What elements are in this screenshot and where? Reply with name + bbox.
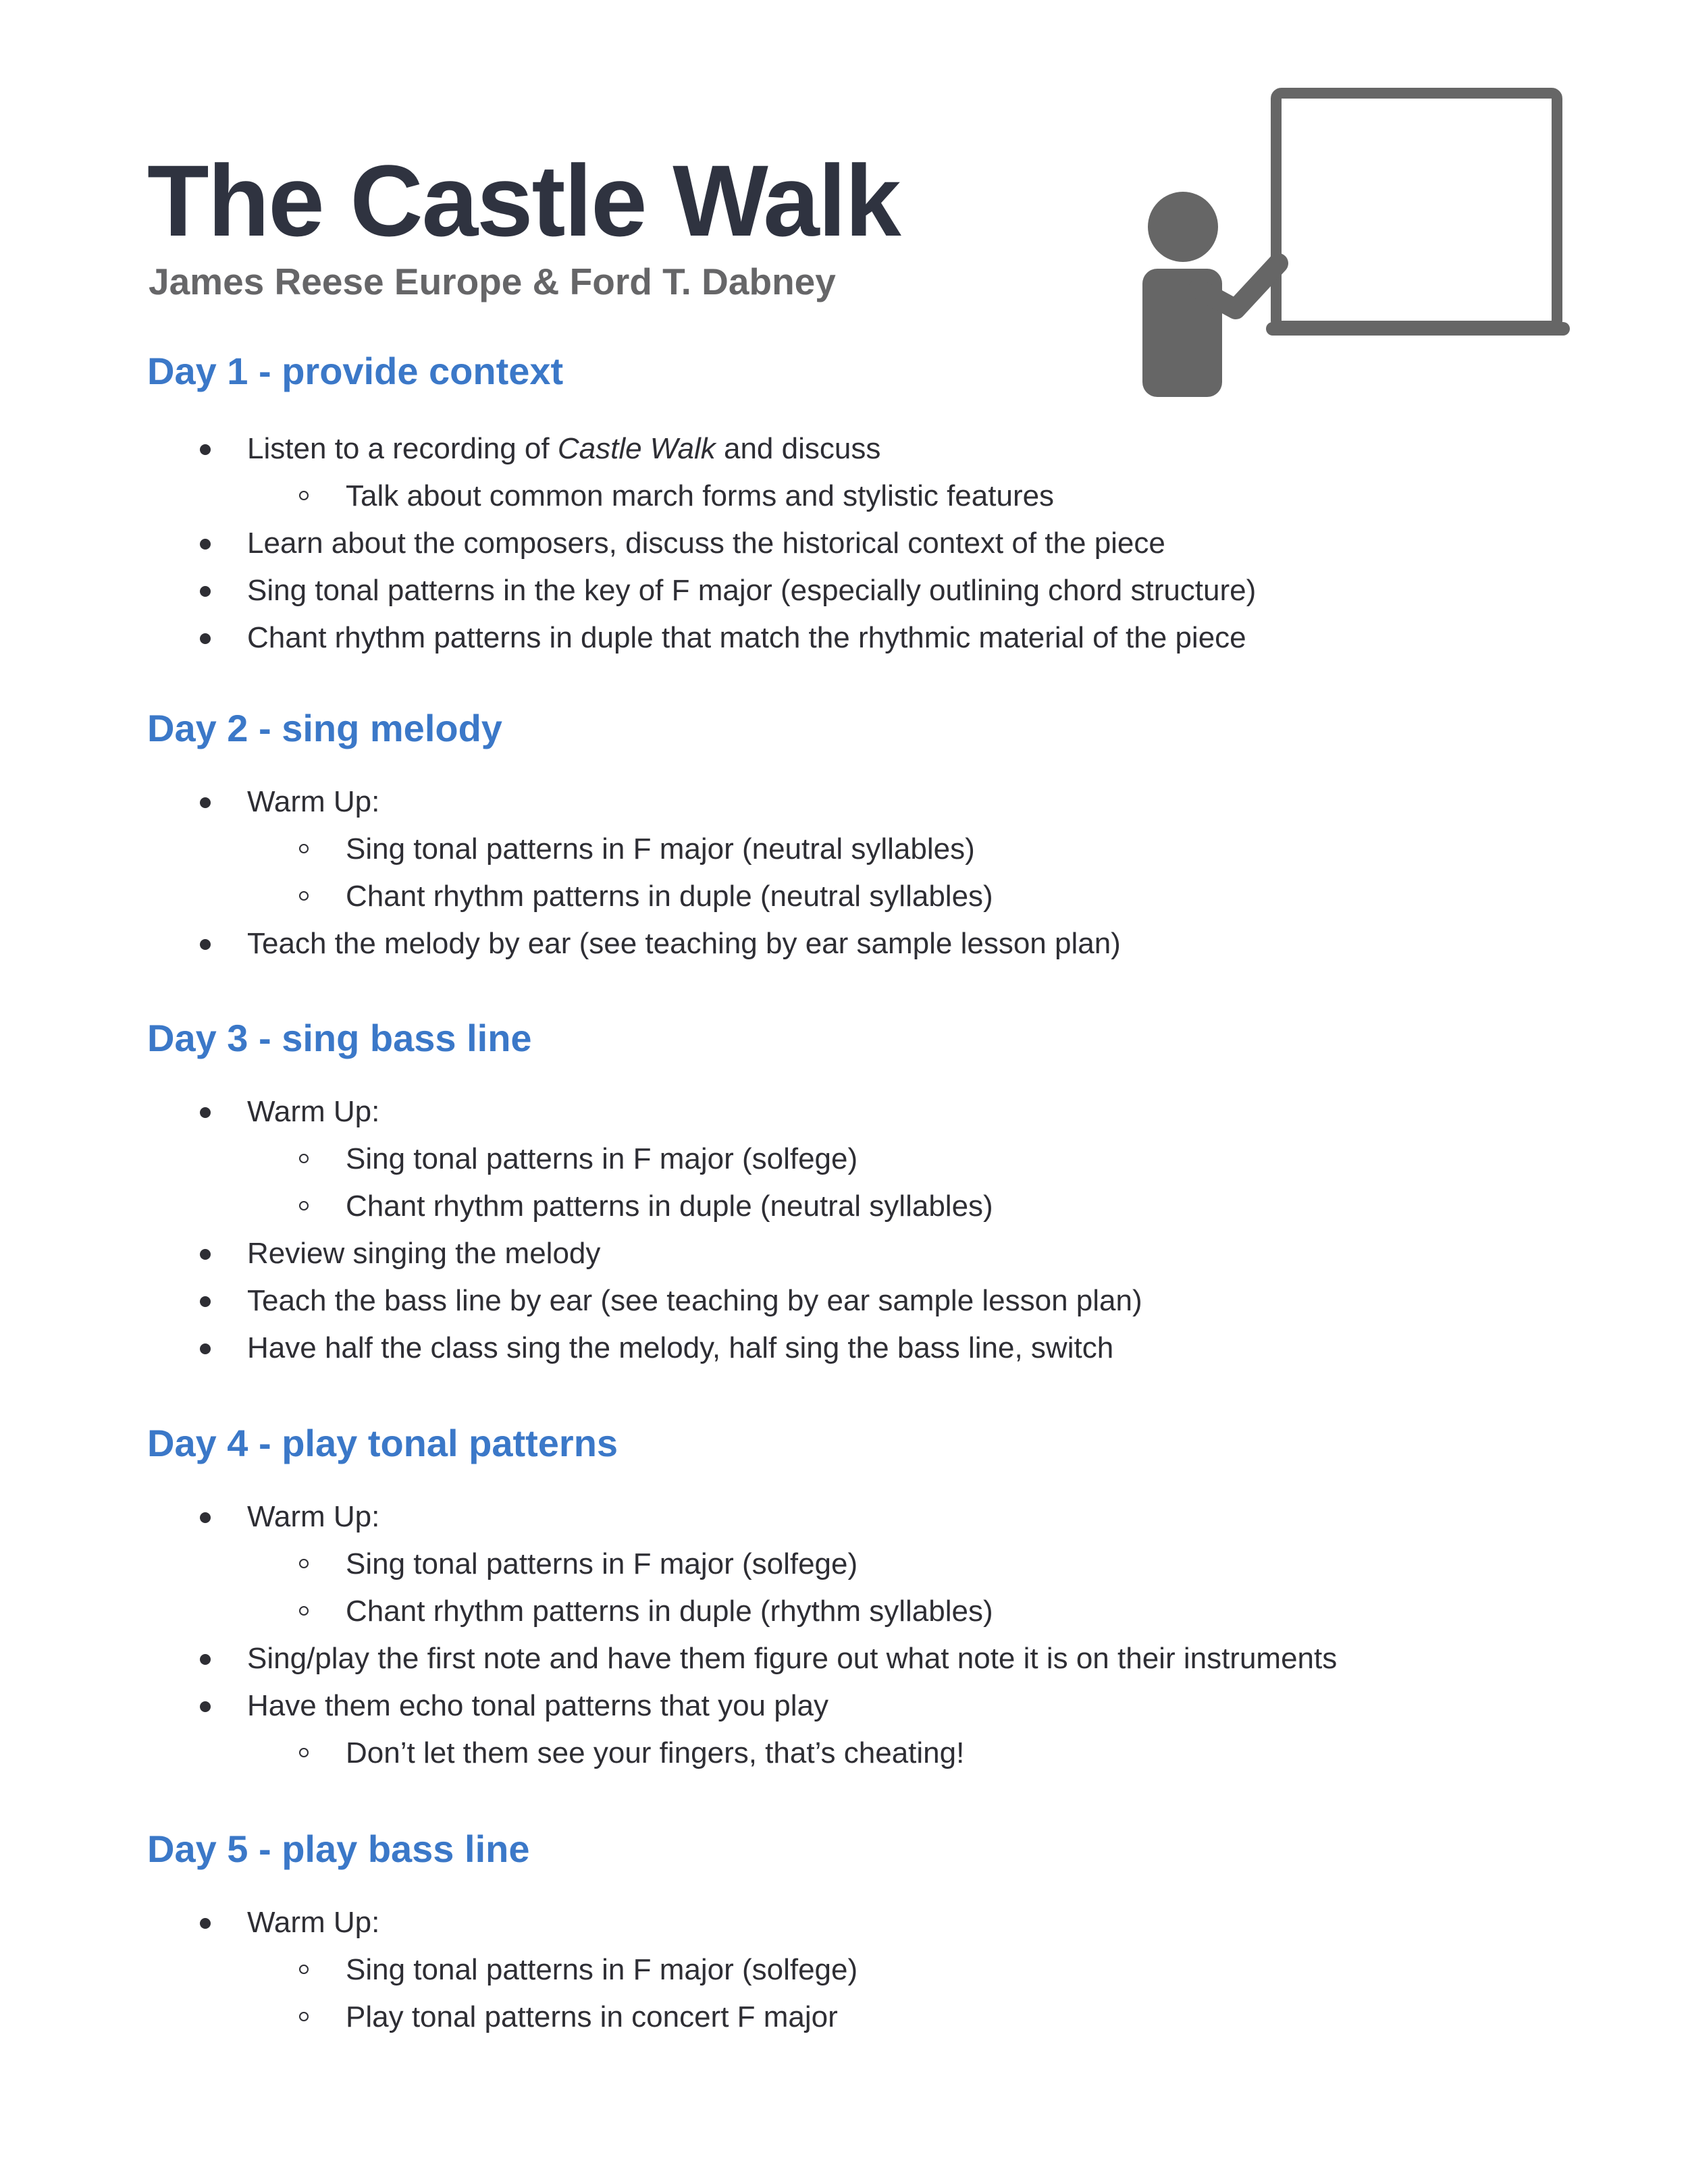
bullet-disc-icon: [200, 1654, 211, 1665]
bullet-circle-icon: [299, 1606, 309, 1616]
sub-list-item: [346, 1183, 1142, 1230]
list-item: [147, 1088, 1142, 1230]
sub-list-item-text: Don’t let them see your fingers, that’s cheating!: [346, 1736, 965, 1769]
day-3-section: [147, 1019, 1142, 1372]
list-item: [147, 1230, 1142, 1277]
bullet-disc-icon: [200, 1343, 211, 1354]
list-item: [147, 1277, 1142, 1325]
list-item: [147, 1635, 1337, 1682]
bullet-disc-icon: [200, 633, 211, 644]
sub-list-item-text: Talk about common march forms and stylistic features: [346, 479, 1055, 512]
list-item-text-emphasis: Castle Walk: [557, 432, 716, 465]
bullet-circle-icon: [299, 1559, 309, 1568]
bullet-disc-icon: [200, 444, 211, 455]
sub-list: [247, 826, 1121, 920]
whiteboard-tray: [1266, 322, 1570, 336]
list-item-text: Teach the melody by ear (see teaching by ear sample lesson plan): [247, 927, 1121, 960]
day-3-list: [147, 1088, 1142, 1372]
bullet-circle-icon: [299, 1748, 309, 1757]
day-4-list: [147, 1493, 1337, 1777]
sub-list: [247, 1541, 1337, 1635]
bullet-circle-icon: [299, 1154, 309, 1163]
sub-list-item: [346, 1730, 1337, 1777]
sub-list-item: [346, 473, 1256, 520]
list-item: [147, 1899, 858, 2041]
list-item-text: Warm Up:: [247, 785, 380, 818]
list-item-text: Warm Up:: [247, 1500, 380, 1533]
list-item: [147, 425, 1256, 520]
list-item: [147, 1682, 1337, 1777]
bullet-disc-icon: [200, 939, 211, 950]
list-item-text: Sing/play the first note and have them figure out what note it is on their instruments: [247, 1642, 1338, 1675]
sub-list-item-text: Sing tonal patterns in F major (solfege): [346, 1953, 858, 1986]
bullet-disc-icon: [200, 1512, 211, 1523]
bullet-disc-icon: [200, 797, 211, 808]
day-5-section: [147, 1830, 858, 2041]
day-1-list: [147, 425, 1256, 662]
day-3-heading: Day 3 - sing bass line: [147, 1017, 532, 1059]
sub-list: [247, 473, 1256, 520]
list-item: [147, 1493, 1337, 1635]
list-item-text: Warm Up:: [247, 1906, 380, 1939]
sub-list-item: [346, 1541, 1337, 1588]
bullet-circle-icon: [299, 891, 309, 901]
list-item-text: Chant rhythm patterns in duple that match the rhythmic material of the piece: [247, 621, 1246, 654]
sub-list: [247, 1946, 858, 2041]
list-item: [147, 520, 1256, 567]
list-item-text: Teach the bass line by ear (see teaching by ear sample lesson plan): [247, 1284, 1142, 1317]
bullet-disc-icon: [200, 1918, 211, 1929]
sub-list-item: [346, 873, 1121, 920]
list-item-text: Have half the class sing the melody, half sing the bass line, switch: [247, 1331, 1114, 1364]
bullet-disc-icon: [200, 1249, 211, 1260]
sub-list-item-text: Sing tonal patterns in F major (solfege): [346, 1547, 858, 1580]
bullet-disc-icon: [200, 1296, 211, 1307]
bullet-disc-icon: [200, 539, 211, 550]
list-item-text: Learn about the composers, discuss the historical context of the piece: [247, 527, 1165, 560]
page-title: The Castle Walk: [147, 144, 900, 257]
sub-list: [247, 1730, 1337, 1777]
bullet-disc-icon: [200, 1107, 211, 1118]
day-4-heading: Day 4 - play tonal patterns: [147, 1422, 618, 1464]
sub-list-item-text: Sing tonal patterns in F major (neutral syllables): [346, 832, 975, 865]
bullet-disc-icon: [200, 586, 211, 597]
list-item-text: Sing tonal patterns in the key of F major (especially outlining chord structure): [247, 574, 1257, 607]
bullet-circle-icon: [299, 844, 309, 853]
sub-list-item-text: Chant rhythm patterns in duple (neutral syllables): [346, 880, 993, 913]
day-5-heading: Day 5 - play bass line: [147, 1828, 530, 1870]
sub-list-item: [346, 1588, 1337, 1635]
day-2-heading: Day 2 - sing melody: [147, 707, 502, 749]
sub-list-item: [346, 1994, 858, 2041]
sub-list-item-text: Play tonal patterns in concert F major: [346, 2000, 838, 2033]
sub-list-item-text: Chant rhythm patterns in duple (neutral syllables): [346, 1190, 993, 1223]
whiteboard-frame: [1276, 93, 1557, 326]
day-1-section: [147, 352, 1256, 662]
bullet-circle-icon: [299, 1201, 309, 1210]
bullet-circle-icon: [299, 1965, 309, 1974]
list-item-text: Review singing the melody: [247, 1237, 601, 1270]
list-item-text: Have them echo tonal patterns that you play: [247, 1689, 828, 1722]
list-item-text-post: and discuss: [715, 432, 881, 465]
list-item: [147, 1325, 1142, 1372]
sub-list-item-text: Chant rhythm patterns in duple (rhythm syllables): [346, 1595, 993, 1628]
page-subtitle: James Reese Europe & Ford T. Dabney: [149, 261, 836, 302]
bullet-circle-icon: [299, 2012, 309, 2021]
day-5-list: [147, 1899, 858, 2041]
sub-list-item: [346, 1136, 1142, 1183]
list-item-text: Warm Up:: [247, 1095, 380, 1128]
sub-list: [247, 1136, 1142, 1230]
day-2-list: [147, 778, 1121, 967]
list-item: [147, 778, 1121, 920]
sub-list-item: [346, 1946, 858, 1994]
list-item: [147, 920, 1121, 967]
list-item: [147, 567, 1256, 614]
teacher-head: [1148, 192, 1218, 262]
list-item: [147, 614, 1256, 662]
bullet-circle-icon: [299, 491, 309, 500]
sub-list-item-text: Sing tonal patterns in F major (solfege): [346, 1142, 858, 1175]
day-2-section: [147, 707, 1121, 967]
bullet-disc-icon: [200, 1701, 211, 1712]
list-item-text-pre: Listen to a recording of: [247, 432, 558, 465]
sub-list-item: [346, 826, 1121, 873]
day-4-section: [147, 1424, 1337, 1777]
day-1-heading: Day 1 - provide context: [147, 350, 564, 392]
